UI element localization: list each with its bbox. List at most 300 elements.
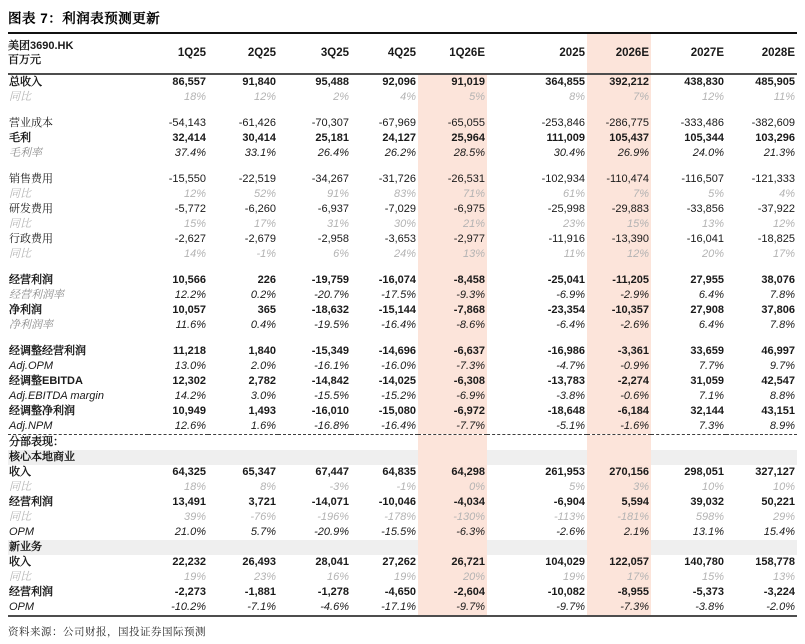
cell: -2.6% — [587, 318, 651, 333]
cell: 30,414 — [242, 131, 276, 144]
cell — [651, 540, 726, 555]
cell: 261,953 — [545, 465, 585, 478]
table-row — [8, 172, 797, 187]
cell: 111,009 — [546, 131, 585, 144]
cell — [208, 262, 278, 273]
cell: 3,721 — [248, 495, 276, 508]
cell: 392,212 — [587, 74, 651, 90]
cell: 12% — [587, 247, 651, 262]
cell: 12.2% — [174, 288, 206, 301]
cell: -3,224 — [763, 585, 795, 598]
cell — [651, 161, 726, 172]
cell: 23% — [253, 570, 276, 583]
cell: 12.6% — [148, 419, 208, 435]
cell: 3.0% — [250, 389, 276, 402]
cell: -3.8% — [556, 389, 585, 402]
cell: -7.3% — [587, 600, 651, 616]
row-label: 经营利润 — [9, 273, 53, 286]
cell: 10,949 — [172, 404, 206, 417]
cell: -102,934 — [541, 172, 585, 185]
cell — [148, 333, 208, 344]
cell: -22,519 — [238, 172, 276, 185]
row-label: 研发费用 — [9, 202, 53, 215]
cell: -4.7% — [556, 359, 585, 372]
cell: 50,221 — [761, 495, 795, 508]
column-header: 2026E — [587, 34, 651, 74]
table-row — [8, 146, 797, 161]
cell: 158,778 — [755, 555, 795, 568]
cell — [726, 333, 797, 344]
table-row — [8, 273, 797, 288]
row-label: 经调整净利润 — [9, 404, 75, 417]
cell — [651, 450, 726, 465]
table-row — [8, 540, 797, 555]
table-row — [8, 187, 797, 202]
cell: 18% — [183, 90, 206, 103]
row-label: 同比 — [9, 90, 31, 103]
cell: 30.4% — [553, 146, 585, 159]
row-label: Adj.NPM — [8, 419, 148, 435]
cell: -8,955 — [587, 585, 651, 600]
cell: 92,096 — [382, 75, 416, 88]
cell: 21.3% — [763, 146, 795, 159]
cell — [726, 434, 797, 450]
cell: -14,025 — [378, 374, 416, 387]
cell — [651, 262, 726, 273]
cell: 0.2% — [250, 288, 276, 301]
cell: -10,046 — [378, 495, 416, 508]
cell: 42,547 — [761, 374, 795, 387]
row-label: 经调整经营利润 — [9, 344, 86, 357]
cell: -67,969 — [378, 116, 416, 129]
cell — [587, 333, 651, 344]
cell: -178% — [384, 510, 416, 523]
cell: 11% — [563, 247, 585, 260]
cell: -6,184 — [587, 404, 651, 419]
cell: 91% — [326, 187, 349, 200]
cell: -10,082 — [547, 585, 585, 598]
cell: 6.4% — [698, 288, 724, 301]
cell: -1,881 — [244, 585, 276, 598]
cell: -7.7% — [418, 419, 487, 435]
cell — [208, 450, 278, 465]
cell: 12% — [253, 90, 276, 103]
cell: 6% — [333, 247, 349, 260]
cell: -7.3% — [418, 359, 487, 374]
table-row — [8, 495, 797, 510]
table-row — [8, 510, 797, 525]
cell: -6,904 — [553, 495, 585, 508]
table-row — [8, 480, 797, 495]
cell: -2,958 — [317, 232, 349, 245]
cell: -2.0% — [726, 600, 797, 616]
table-row — [8, 465, 797, 480]
stub-header — [8, 34, 148, 74]
cell: -31,726 — [378, 172, 416, 185]
cell: 19% — [393, 570, 416, 583]
cell: 104,029 — [545, 555, 585, 568]
cell: 327,127 — [755, 465, 795, 478]
cell: -2,627 — [174, 232, 206, 245]
cell — [487, 262, 587, 273]
cell — [208, 540, 278, 555]
table-row — [8, 555, 797, 570]
cell: 61% — [562, 187, 585, 200]
cell: 12% — [183, 187, 206, 200]
cell: -14,696 — [378, 344, 416, 357]
cell: 32,144 — [690, 404, 724, 417]
cell: 5.7% — [250, 525, 276, 538]
cell: 8.8% — [769, 389, 795, 402]
row-label: 毛利率 — [9, 146, 42, 159]
row-label: OPM — [8, 600, 148, 616]
cell: 18% — [183, 480, 206, 493]
cell — [587, 105, 651, 116]
cell: -16.1% — [314, 359, 349, 372]
cell: -26,531 — [418, 172, 487, 187]
cell — [487, 105, 587, 116]
cell: -116,507 — [681, 172, 724, 185]
table-row — [8, 525, 797, 540]
cell: 19% — [562, 570, 585, 583]
cell: 27,262 — [382, 555, 416, 568]
cell: -5.1% — [487, 419, 587, 435]
cell: -8.6% — [418, 318, 487, 333]
row-label — [8, 262, 148, 273]
cell: 21% — [418, 217, 487, 232]
cell: 10% — [772, 480, 795, 493]
cell: 298,051 — [684, 465, 724, 478]
cell — [487, 540, 587, 555]
cell — [278, 262, 351, 273]
cell: -34,267 — [311, 172, 349, 185]
cell: -2,977 — [418, 232, 487, 247]
cell: 30% — [393, 217, 416, 230]
cell — [208, 434, 278, 450]
row-label: Adj.OPM — [9, 359, 54, 372]
column-header: 2025 — [487, 34, 587, 74]
cell: 12% — [701, 90, 724, 103]
cell: 105,437 — [587, 131, 651, 146]
cell: -16,986 — [547, 344, 585, 357]
cell: 15% — [183, 217, 206, 230]
cell: 8.9% — [726, 419, 797, 435]
table-row — [8, 570, 797, 585]
cell — [278, 450, 351, 465]
cell: 15% — [587, 217, 651, 232]
cell — [148, 105, 208, 116]
cell — [351, 161, 418, 172]
table-row — [8, 74, 797, 90]
cell: 12% — [772, 217, 795, 230]
cell: -286,775 — [587, 116, 651, 131]
cell — [418, 540, 487, 555]
cell: 4% — [400, 90, 416, 103]
cell: -382,609 — [751, 116, 795, 129]
cell: -70,307 — [311, 116, 349, 129]
table-row — [8, 600, 797, 616]
row-label: 经营利润 — [9, 585, 53, 598]
cell: 91,840 — [242, 75, 276, 88]
column-header: 2027E — [651, 34, 726, 74]
cell: -37,922 — [757, 202, 795, 215]
cell: -6,972 — [418, 404, 487, 419]
row-label: 同比 — [9, 187, 31, 200]
cell: -33,856 — [686, 202, 724, 215]
cell — [351, 333, 418, 344]
cell — [278, 105, 351, 116]
cell: 6.4% — [698, 318, 724, 331]
row-label: 分部表现： — [9, 435, 64, 448]
cell: -11,205 — [587, 273, 651, 288]
cell: 17% — [587, 570, 651, 585]
table-row — [8, 344, 797, 359]
column-header: 3Q25 — [278, 34, 351, 74]
cell: -3,361 — [587, 344, 651, 359]
cell: -19,759 — [311, 273, 349, 286]
spacer-row — [8, 161, 797, 172]
cell: 31,059 — [690, 374, 724, 387]
cell — [587, 161, 651, 172]
cell: -6,637 — [418, 344, 487, 359]
cell: 15% — [701, 570, 724, 583]
cell: -4.6% — [278, 600, 351, 616]
cell: 17% — [253, 217, 276, 230]
cell: 140,780 — [684, 555, 724, 568]
source-note: 资料来源：公司财报，国投证券国际预测 — [8, 625, 206, 638]
cell: 25,181 — [315, 131, 349, 144]
cell: -16.4% — [351, 419, 418, 435]
cell: 28.5% — [418, 146, 487, 161]
cell: -25,041 — [547, 273, 585, 286]
cell: 23% — [562, 217, 585, 230]
cell: 13.0% — [174, 359, 206, 372]
cell: 11.6% — [175, 318, 206, 331]
cell: -5,373 — [692, 585, 724, 598]
cell — [278, 161, 351, 172]
cell: 14.2% — [174, 389, 206, 402]
cell — [587, 540, 651, 555]
cell: -2,604 — [418, 585, 487, 600]
row-label: OPM — [9, 525, 35, 538]
cell: -16,041 — [686, 232, 724, 245]
cell: 270,156 — [587, 465, 651, 480]
cell: 20% — [701, 247, 724, 260]
cell — [726, 262, 797, 273]
cell: 7% — [587, 187, 651, 202]
row-label: 经营利润 — [9, 495, 53, 508]
cell: -20.7% — [314, 288, 349, 301]
cell: 8% — [569, 90, 585, 103]
table-row — [8, 247, 797, 262]
cell: -15.5% — [314, 389, 349, 402]
cell: -333,486 — [680, 116, 724, 129]
cell: -181% — [587, 510, 651, 525]
cell: 21.0% — [174, 525, 206, 538]
cell: 37,806 — [761, 303, 795, 316]
table-row — [8, 585, 797, 600]
cell: -16,010 — [311, 404, 349, 417]
cell: 10,057 — [172, 303, 206, 316]
cell: 19% — [183, 570, 206, 583]
cell: -16.8% — [278, 419, 351, 435]
cell: 485,905 — [755, 75, 795, 88]
table-row — [8, 202, 797, 217]
cell: 122,057 — [587, 555, 651, 570]
cell: 12,302 — [172, 374, 206, 387]
cell: 29% — [772, 510, 795, 523]
cell: -16.0% — [381, 359, 416, 372]
table-head — [8, 34, 797, 74]
cell: -15,080 — [378, 404, 416, 417]
cell: -14,071 — [311, 495, 349, 508]
cell: 33,659 — [690, 344, 724, 357]
cell: -3.8% — [651, 600, 726, 616]
cell: 26.9% — [587, 146, 651, 161]
cell: -6,937 — [317, 202, 349, 215]
row-label: 行政费用 — [9, 232, 53, 245]
cell: -6.9% — [556, 288, 585, 301]
table-row — [8, 404, 797, 419]
cell — [487, 333, 587, 344]
cell — [651, 333, 726, 344]
cell — [487, 161, 587, 172]
cell: 39,032 — [690, 495, 724, 508]
cell: -4,650 — [384, 585, 416, 598]
cell: 64,298 — [418, 465, 487, 480]
cell: 27,955 — [690, 273, 724, 286]
row-label: 经营利润率 — [9, 288, 64, 301]
header-row — [8, 34, 797, 74]
row-label: 同比 — [9, 570, 31, 583]
cell: -18,825 — [757, 232, 795, 245]
row-label: 净利润 — [9, 303, 42, 316]
cell: -17.5% — [381, 288, 416, 301]
cell — [487, 434, 587, 450]
cell: 10,566 — [172, 273, 206, 286]
cell: -15,144 — [378, 303, 416, 316]
cell — [148, 450, 208, 465]
cell: -8,458 — [418, 273, 487, 288]
cell: 8% — [260, 480, 276, 493]
cell: -9.3% — [418, 288, 487, 303]
cell — [148, 262, 208, 273]
cell: -1% — [396, 480, 416, 493]
table-row — [8, 419, 797, 435]
cell: -6,975 — [418, 202, 487, 217]
cell: -0.9% — [587, 359, 651, 374]
cell: -2.6% — [556, 525, 585, 538]
cell: 39% — [183, 510, 206, 523]
cell — [487, 450, 587, 465]
cell: -13,390 — [587, 232, 651, 247]
cell: -7,029 — [384, 202, 416, 215]
cell: -15,550 — [168, 172, 206, 185]
cell: -6.9% — [418, 389, 487, 404]
cell: -9.7% — [418, 600, 487, 616]
row-label: 同比 — [9, 217, 31, 230]
row-label: 同比 — [9, 510, 31, 523]
cell — [651, 434, 726, 450]
cell: 598% — [695, 510, 724, 523]
cell: 24% — [393, 247, 416, 260]
table-row — [8, 450, 797, 465]
row-label: Adj.EBITDA margin — [9, 389, 104, 402]
cell: -15.5% — [381, 525, 416, 538]
cell — [148, 161, 208, 172]
cell: 31% — [326, 217, 349, 230]
row-label: 毛利 — [9, 131, 31, 144]
cell — [587, 262, 651, 273]
cell — [351, 540, 418, 555]
cell — [726, 450, 797, 465]
cell: -6,260 — [244, 202, 276, 215]
cell: 20% — [418, 570, 487, 585]
cell: 14% — [183, 247, 206, 260]
cell: 7.8% — [769, 288, 795, 301]
cell — [418, 450, 487, 465]
cell: 33.1% — [244, 146, 276, 159]
cell: 438,830 — [684, 75, 724, 88]
cell: 2,782 — [248, 374, 276, 387]
spacer-row — [8, 333, 797, 344]
cell: 64,325 — [172, 465, 206, 478]
cell: 17% — [772, 247, 795, 260]
cell: -6.3% — [418, 525, 487, 540]
cell: 103,296 — [755, 131, 795, 144]
cell: -23,354 — [547, 303, 585, 316]
cell: -2,274 — [587, 374, 651, 389]
row-label: 营业成本 — [9, 116, 53, 129]
cell: 5% — [418, 90, 487, 105]
cell — [148, 540, 208, 555]
cell: -13,783 — [547, 374, 585, 387]
cell: -25,998 — [547, 202, 585, 215]
cell: 7.8% — [769, 318, 795, 331]
cell: -196% — [317, 510, 349, 523]
cell: 46,997 — [761, 344, 795, 357]
cell: 7.7% — [698, 359, 724, 372]
column-header: 4Q25 — [351, 34, 418, 74]
cell: -7,868 — [418, 303, 487, 318]
cell: 91,019 — [418, 74, 487, 90]
cell: 0.4% — [250, 318, 276, 331]
row-label: 净利润率 — [9, 318, 53, 331]
cell: 67,447 — [315, 465, 349, 478]
cell: 5,594 — [587, 495, 651, 510]
cell: 1.6% — [208, 419, 278, 435]
cell: -18,648 — [547, 404, 585, 417]
cell: 365 — [257, 303, 276, 316]
table-body — [8, 74, 797, 616]
table-row — [8, 131, 797, 146]
cell: -7.1% — [208, 600, 278, 616]
cell: -2,679 — [244, 232, 276, 245]
table-row — [8, 318, 797, 333]
cell: -3% — [329, 480, 349, 493]
cell: 2.1% — [587, 525, 651, 540]
row-label: 总收入 — [9, 75, 42, 88]
column-header: 2Q25 — [208, 34, 278, 74]
cell — [278, 540, 351, 555]
cell — [726, 105, 797, 116]
cell: 26.4% — [317, 146, 349, 159]
cell: -65,055 — [418, 116, 487, 131]
cell: -5,772 — [174, 202, 206, 215]
cell — [418, 105, 487, 116]
cell: 0% — [418, 480, 487, 495]
row-label: 销售费用 — [9, 172, 53, 185]
